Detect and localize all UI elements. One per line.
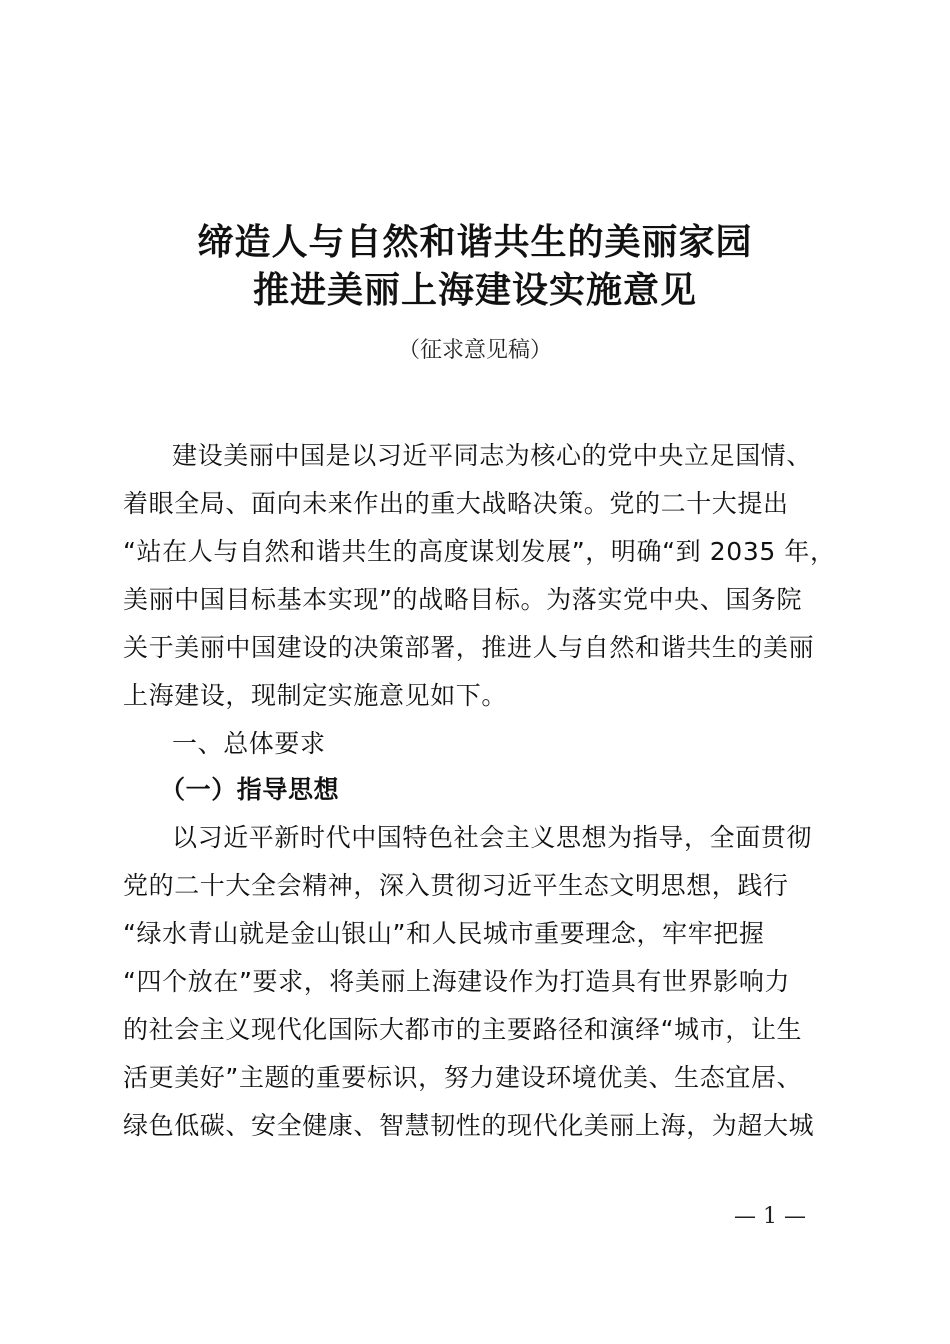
body-line: “站在人与自然和谐共生的高度谋划发展”，明确“到 2035 年， — [123, 537, 836, 566]
body-line: 关于美丽中国建设的决策部署，推进人与自然和谐共生的美丽 — [123, 633, 815, 662]
body-line: 的社会主义现代化国际大都市的主要路径和演绎“城市，让生 — [123, 1015, 803, 1044]
document-title-line-1: 缔造人与自然和谐共生的美丽家园 — [197, 221, 753, 263]
body-line: “四个放在”要求，将美丽上海建设作为打造具有世界影响力 — [123, 967, 791, 996]
document-subtitle: （征求意见稿） — [397, 338, 552, 363]
body-line: “绿水青山就是金山银山”和人民城市重要理念，牢牢把握 — [123, 919, 765, 948]
body-line: 绿色低碳、安全健康、智慧韧性的现代化美丽上海，为超大城 — [123, 1111, 815, 1140]
page-number: — 1 — — [734, 1204, 806, 1229]
body-line: 美丽中国目标基本实现”的战略目标。为落实党中央、国务院 — [123, 585, 803, 614]
body-line: 活更美好”主题的重要标识，努力建设环境优美、生态宜居、 — [123, 1063, 803, 1092]
body-line: 建设美丽中国是以习近平同志为核心的党中央立足国情、 — [172, 441, 813, 470]
document-title-line-2: 推进美丽上海建设实施意见 — [252, 269, 697, 311]
body-line: 以习近平新时代中国特色社会主义思想为指导，全面贯彻 — [172, 823, 813, 852]
body-line: 着眼全局、面向未来作出的重大战略决策。党的二十大提出 — [123, 489, 789, 518]
body-line: 党的二十大全会精神，深入贯彻习近平生态文明思想，践行 — [123, 871, 789, 900]
body-line: 上海建设，现制定实施意见如下。 — [123, 681, 508, 710]
subsection-heading: （一）指导思想 — [160, 775, 340, 804]
section-heading: 一、总体要求 — [172, 729, 326, 758]
